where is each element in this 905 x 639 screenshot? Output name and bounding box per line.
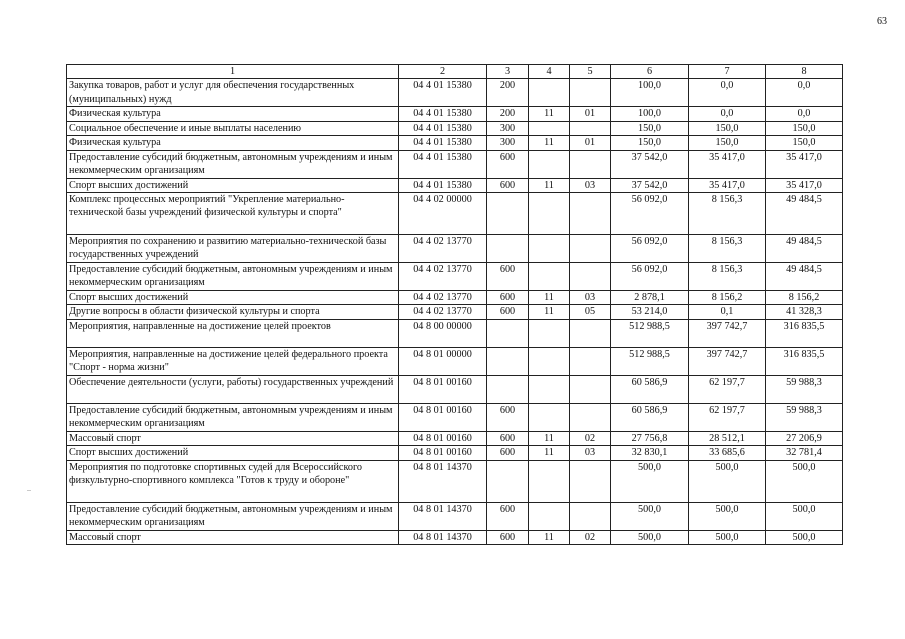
row-amount-col8: 0,0	[766, 107, 843, 121]
row-expense-type: 600	[487, 502, 529, 530]
table-row	[67, 136, 843, 150]
row-amount-col7: 28 512,1	[689, 431, 766, 445]
budget-table	[66, 64, 843, 545]
row-amount-col8: 150,0	[766, 121, 843, 135]
row-name: Физическая культура	[67, 107, 399, 121]
header-col-2: 2	[399, 65, 487, 79]
row-section	[529, 502, 570, 530]
row-name: Предоставление субсидий бюджетным, автономным учреждениям и иным некоммерческим организациям	[67, 502, 399, 530]
row-expense-type: 600	[487, 150, 529, 178]
table-row	[67, 235, 843, 263]
row-amount-col8: 316 835,5	[766, 319, 843, 347]
row-expense-type	[487, 460, 529, 502]
row-amount-col6: 27 756,8	[611, 431, 689, 445]
table-row	[67, 460, 843, 502]
row-section: 11	[529, 291, 570, 305]
row-subsection	[570, 502, 611, 530]
row-target-code: 04 8 01 00160	[399, 431, 487, 445]
row-amount-col6: 37 542,0	[611, 178, 689, 192]
row-expense-type: 200	[487, 107, 529, 121]
row-amount-col8: 500,0	[766, 530, 843, 544]
row-target-code: 04 4 01 15380	[399, 79, 487, 107]
row-amount-col6: 60 586,9	[611, 375, 689, 403]
row-section	[529, 150, 570, 178]
row-target-code: 04 8 00 00000	[399, 319, 487, 347]
row-target-code: 04 4 01 15380	[399, 136, 487, 150]
row-amount-col6: 53 214,0	[611, 305, 689, 319]
row-amount-col7: 33 685,6	[689, 446, 766, 460]
row-subsection: 02	[570, 431, 611, 445]
table-body	[67, 79, 843, 545]
row-target-code: 04 4 02 13770	[399, 291, 487, 305]
row-target-code: 04 4 02 13770	[399, 235, 487, 263]
row-amount-col8: 49 484,5	[766, 263, 843, 291]
row-expense-type: 600	[487, 403, 529, 431]
row-amount-col6: 60 586,9	[611, 403, 689, 431]
row-subsection: 03	[570, 178, 611, 192]
header-col-5: 5	[570, 65, 611, 79]
row-expense-type	[487, 319, 529, 347]
row-amount-col8: 59 988,3	[766, 403, 843, 431]
row-expense-type	[487, 235, 529, 263]
row-amount-col7: 35 417,0	[689, 150, 766, 178]
row-amount-col6: 32 830,1	[611, 446, 689, 460]
row-amount-col7: 397 742,7	[689, 347, 766, 375]
row-amount-col6: 56 092,0	[611, 235, 689, 263]
table-row	[67, 319, 843, 347]
row-amount-col6: 56 092,0	[611, 193, 689, 235]
row-amount-col8: 316 835,5	[766, 347, 843, 375]
row-amount-col7: 8 156,3	[689, 193, 766, 235]
row-section: 11	[529, 446, 570, 460]
row-target-code: 04 8 01 14370	[399, 460, 487, 502]
row-target-code: 04 4 02 13770	[399, 305, 487, 319]
row-name: Массовый спорт	[67, 431, 399, 445]
row-amount-col8: 150,0	[766, 136, 843, 150]
row-amount-col7: 500,0	[689, 502, 766, 530]
row-amount-col7: 35 417,0	[689, 178, 766, 192]
row-section	[529, 403, 570, 431]
row-expense-type: 600	[487, 446, 529, 460]
row-name: Другие вопросы в области физической культуры и спорта	[67, 305, 399, 319]
table-row	[67, 150, 843, 178]
row-target-code: 04 4 02 00000	[399, 193, 487, 235]
table-row	[67, 193, 843, 235]
row-name: Обеспечение деятельности (услуги, работы) государственных учреждений	[67, 375, 399, 403]
row-target-code: 04 4 02 13770	[399, 263, 487, 291]
row-name: Мероприятия по сохранению и развитию материально-технической базы государственных учреждений	[67, 235, 399, 263]
row-subsection	[570, 263, 611, 291]
row-target-code: 04 8 01 00160	[399, 446, 487, 460]
row-subsection: 02	[570, 530, 611, 544]
row-amount-col7: 0,0	[689, 79, 766, 107]
row-section	[529, 319, 570, 347]
row-section: 11	[529, 136, 570, 150]
row-name: Предоставление субсидий бюджетным, автономным учреждениям и иным некоммерческим организациям	[67, 150, 399, 178]
row-expense-type	[487, 193, 529, 235]
row-amount-col6: 2 878,1	[611, 291, 689, 305]
row-section	[529, 235, 570, 263]
table-row	[67, 502, 843, 530]
table-row	[67, 79, 843, 107]
row-amount-col8: 49 484,5	[766, 235, 843, 263]
row-amount-col8: 0,0	[766, 79, 843, 107]
row-name: Предоставление субсидий бюджетным, автономным учреждениям и иным некоммерческим организациям	[67, 403, 399, 431]
row-amount-col7: 500,0	[689, 460, 766, 502]
stray-mark: ..	[27, 484, 31, 493]
row-target-code: 04 4 01 15380	[399, 121, 487, 135]
row-subsection	[570, 319, 611, 347]
row-expense-type	[487, 347, 529, 375]
row-amount-col8: 8 156,2	[766, 291, 843, 305]
row-subsection	[570, 121, 611, 135]
table-row	[67, 403, 843, 431]
row-name: Предоставление субсидий бюджетным, автономным учреждениям и иным некоммерческим организациям	[67, 263, 399, 291]
row-subsection: 05	[570, 305, 611, 319]
row-section: 11	[529, 431, 570, 445]
table-row	[67, 263, 843, 291]
row-amount-col7: 0,0	[689, 107, 766, 121]
row-section	[529, 347, 570, 375]
row-section	[529, 460, 570, 502]
row-amount-col8: 500,0	[766, 502, 843, 530]
table-row	[67, 291, 843, 305]
row-amount-col7: 0,1	[689, 305, 766, 319]
row-name: Спорт высших достижений	[67, 446, 399, 460]
row-amount-col6: 500,0	[611, 460, 689, 502]
page-number: 63	[877, 16, 887, 27]
row-amount-col8: 49 484,5	[766, 193, 843, 235]
row-target-code: 04 8 01 14370	[399, 530, 487, 544]
row-expense-type: 600	[487, 291, 529, 305]
row-subsection	[570, 347, 611, 375]
row-amount-col7: 8 156,3	[689, 235, 766, 263]
row-subsection	[570, 193, 611, 235]
table-row	[67, 107, 843, 121]
row-name: Мероприятия, направленные на достижение целей федерального проекта "Спорт - норма жизни"	[67, 347, 399, 375]
row-amount-col6: 150,0	[611, 136, 689, 150]
row-amount-col7: 397 742,7	[689, 319, 766, 347]
row-name: Комплекс процессных мероприятий "Укрепление материально-технической базы учреждений физической культуры и спорта"	[67, 193, 399, 235]
row-expense-type	[487, 375, 529, 403]
row-amount-col7: 150,0	[689, 136, 766, 150]
table-row	[67, 178, 843, 192]
row-subsection	[570, 375, 611, 403]
row-subsection	[570, 150, 611, 178]
row-expense-type: 200	[487, 79, 529, 107]
row-amount-col7: 8 156,3	[689, 263, 766, 291]
header-col-8: 8	[766, 65, 843, 79]
row-name: Спорт высших достижений	[67, 178, 399, 192]
row-amount-col6: 512 988,5	[611, 319, 689, 347]
row-expense-type: 600	[487, 178, 529, 192]
row-amount-col8: 35 417,0	[766, 178, 843, 192]
row-amount-col8: 27 206,9	[766, 431, 843, 445]
row-section	[529, 263, 570, 291]
table-row	[67, 446, 843, 460]
row-amount-col8: 500,0	[766, 460, 843, 502]
row-target-code: 04 8 01 00160	[399, 375, 487, 403]
row-subsection	[570, 460, 611, 502]
row-amount-col6: 100,0	[611, 107, 689, 121]
header-col-3: 3	[487, 65, 529, 79]
row-target-code: 04 4 01 15380	[399, 178, 487, 192]
row-section: 11	[529, 530, 570, 544]
row-section	[529, 375, 570, 403]
row-subsection: 01	[570, 136, 611, 150]
row-amount-col8: 59 988,3	[766, 375, 843, 403]
row-name: Мероприятия по подготовке спортивных судей для Всероссийского физкультурно-спортивного комплекса "Готов к труду и обороне"	[67, 460, 399, 502]
row-amount-col6: 56 092,0	[611, 263, 689, 291]
row-subsection	[570, 79, 611, 107]
row-expense-type: 600	[487, 263, 529, 291]
table-header-row	[67, 65, 843, 79]
row-name: Спорт высших достижений	[67, 291, 399, 305]
header-col-7: 7	[689, 65, 766, 79]
row-amount-col7: 150,0	[689, 121, 766, 135]
row-amount-col7: 8 156,2	[689, 291, 766, 305]
header-col-1: 1	[67, 65, 399, 79]
table-row	[67, 375, 843, 403]
table-row	[67, 347, 843, 375]
table-row	[67, 431, 843, 445]
row-subsection	[570, 403, 611, 431]
row-amount-col6: 512 988,5	[611, 347, 689, 375]
row-target-code: 04 8 01 00000	[399, 347, 487, 375]
row-amount-col6: 150,0	[611, 121, 689, 135]
row-amount-col6: 500,0	[611, 502, 689, 530]
row-amount-col6: 37 542,0	[611, 150, 689, 178]
row-amount-col8: 35 417,0	[766, 150, 843, 178]
row-expense-type: 600	[487, 431, 529, 445]
row-subsection: 01	[570, 107, 611, 121]
row-amount-col7: 500,0	[689, 530, 766, 544]
row-name: Закупка товаров, работ и услуг для обеспечения государственных (муниципальных) нужд	[67, 79, 399, 107]
row-name: Массовый спорт	[67, 530, 399, 544]
row-subsection	[570, 235, 611, 263]
row-name: Социальное обеспечение и иные выплаты населению	[67, 121, 399, 135]
row-target-code: 04 8 01 00160	[399, 403, 487, 431]
row-amount-col7: 62 197,7	[689, 375, 766, 403]
table-row	[67, 121, 843, 135]
row-target-code: 04 8 01 14370	[399, 502, 487, 530]
row-section	[529, 193, 570, 235]
row-amount-col7: 62 197,7	[689, 403, 766, 431]
row-section	[529, 121, 570, 135]
row-target-code: 04 4 01 15380	[399, 150, 487, 178]
row-name: Мероприятия, направленные на достижение целей проектов	[67, 319, 399, 347]
table-row	[67, 530, 843, 544]
row-expense-type: 600	[487, 305, 529, 319]
row-name: Физическая культура	[67, 136, 399, 150]
header-col-4: 4	[529, 65, 570, 79]
row-section: 11	[529, 178, 570, 192]
header-col-6: 6	[611, 65, 689, 79]
table-row	[67, 305, 843, 319]
row-expense-type: 300	[487, 136, 529, 150]
row-subsection: 03	[570, 291, 611, 305]
row-expense-type: 300	[487, 121, 529, 135]
row-section: 11	[529, 305, 570, 319]
row-section	[529, 79, 570, 107]
row-amount-col6: 100,0	[611, 79, 689, 107]
row-subsection: 03	[570, 446, 611, 460]
row-amount-col6: 500,0	[611, 530, 689, 544]
row-amount-col8: 32 781,4	[766, 446, 843, 460]
row-amount-col8: 41 328,3	[766, 305, 843, 319]
row-expense-type: 600	[487, 530, 529, 544]
row-target-code: 04 4 01 15380	[399, 107, 487, 121]
row-section: 11	[529, 107, 570, 121]
